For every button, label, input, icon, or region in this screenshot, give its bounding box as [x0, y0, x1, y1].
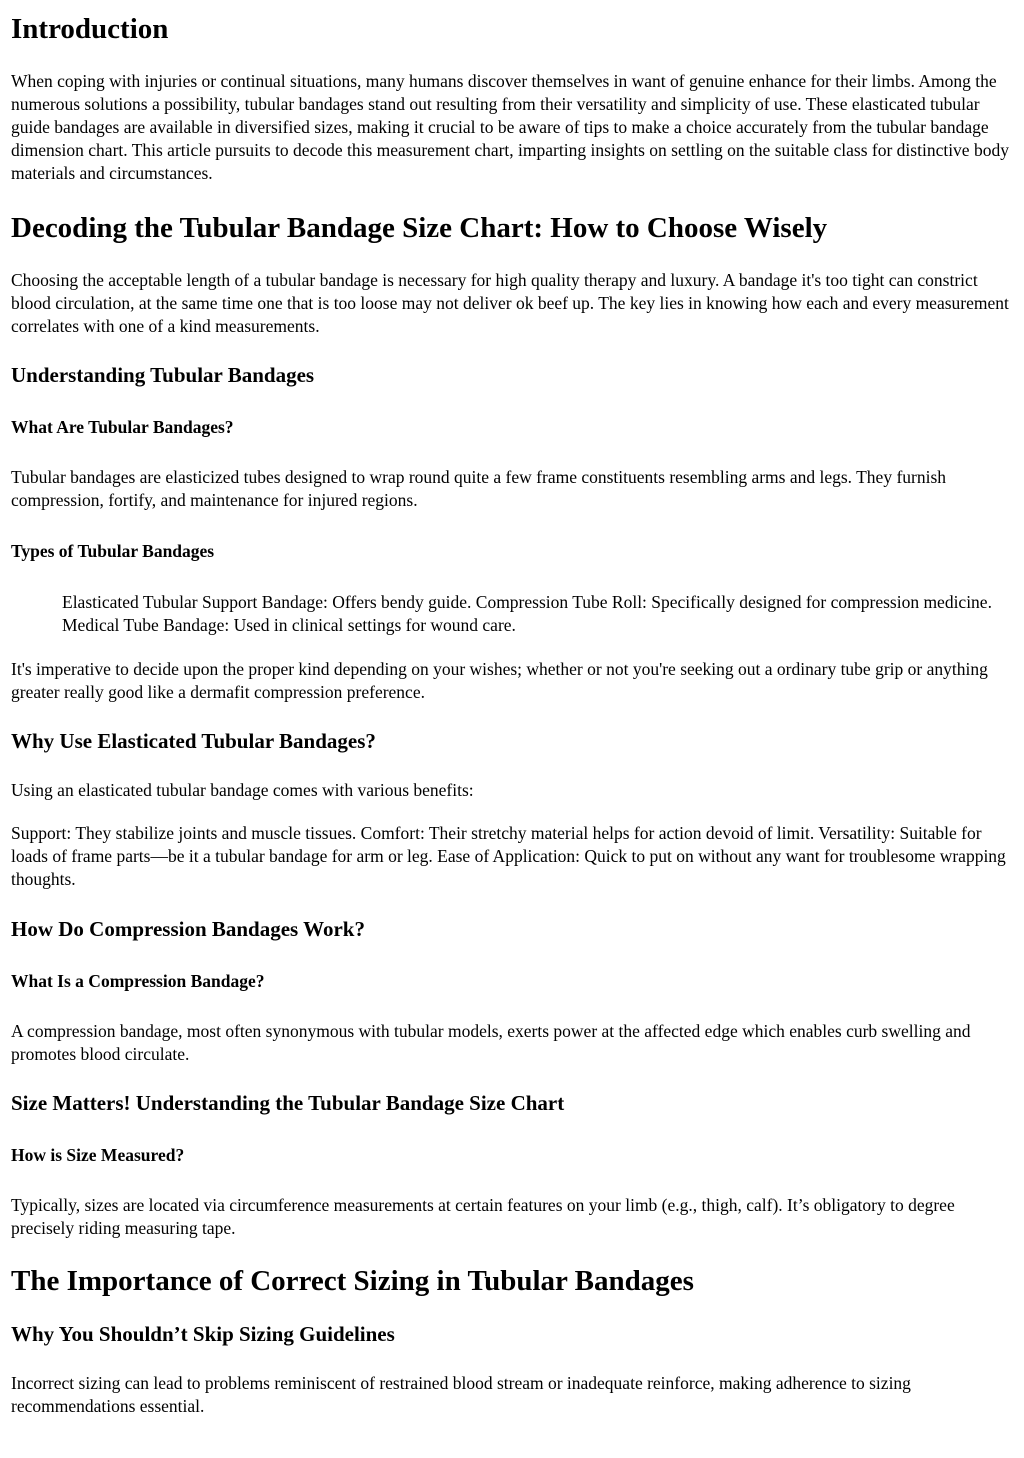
heading-compression: How Do Compression Bandages Work?: [11, 917, 365, 941]
heading-types: Types of Tubular Bandages: [11, 541, 215, 561]
heading-why-not-skip: Why You Shouldn’t Skip Sizing Guidelines: [11, 1322, 395, 1346]
heading-why-elasticated: Why Use Elasticated Tubular Bandages?: [11, 729, 376, 753]
heading-importance: The Importance of Correct Sizing in Tubular Bandages: [11, 1265, 694, 1297]
article: [0, 12, 1024, 1418]
quote-types: Elasticated Tubular Support Bandage: Offers bendy guide. Compression Tube Roll: Specifically designed for compression medicine. Medical Tube Bandage: Used in clinical settings for wound care.: [62, 592, 992, 635]
paragraph-compression: A compression bandage, most often synonymous with tubular models, exerts power at the affected edge which enables curb swelling and promotes blood circulate.: [11, 1021, 971, 1064]
heading-size-matters: Size Matters! Understanding the Tubular Bandage Size Chart: [11, 1091, 565, 1115]
paragraph-benefits: Support: They stabilize joints and muscle tissues. Comfort: Their stretchy material helps for action devoid of limit. Versatility: Suitable for loads of frame parts—be it a tubular bandage for arm or leg. Ease of Application: Quick to put on without any want for troublesome wrapping thoughts.: [11, 823, 1006, 889]
paragraph-introduction: When coping with injuries or continual situations, many humans discover themselves in want of genuine enhance for their limbs. Among the numerous solutions a possibility, tubular bandages stand out resulting from their versatility and simplicity of use. These elasticated tubular guide bandages are available in diversified sizes, making it crucial to be aware of tips to make a choice accurately from the tubular bandage dimension chart. This article pursuits to decode this measurement chart, imparting insights on settling on the suitable class for distinctive body materials and circumstances.: [11, 71, 1009, 183]
heading-decoding: Decoding the Tubular Bandage Size Chart: How to Choose Wisely: [11, 212, 828, 244]
paragraph-types: It's imperative to decide upon the proper kind depending on your wishes; whether or not you're seeking out a ordinary tube grip or anything greater really good like a dermafit compression preference.: [11, 659, 988, 702]
paragraph-how-measured: Typically, sizes are located via circumference measurements at certain features on your limb (e.g., thigh, calf). It’s obligatory to degree precisely riding measuring tape.: [11, 1195, 955, 1238]
heading-how-measured: How is Size Measured?: [11, 1145, 185, 1165]
paragraph-why-not-skip: Incorrect sizing can lead to problems reminiscent of restrained blood stream or inadequate reinforce, making adherence to sizing recommendations essential.: [11, 1373, 911, 1416]
heading-what-is-compression: What Is a Compression Bandage?: [11, 971, 265, 991]
paragraph-why-elasticated-intro: Using an elasticated tubular bandage comes with various benefits:: [11, 780, 474, 800]
paragraph-decoding: Choosing the acceptable length of a tubular bandage is necessary for high quality therapy and luxury. A bandage it's too tight can constrict blood circulation, at the same time one that is too loose may not deliver ok beef up. The key lies in knowing how each and every measurement correlates with one of a kind measurements.: [11, 270, 1009, 336]
heading-introduction: Introduction: [11, 13, 169, 45]
paragraph-what-are: Tubular bandages are elasticized tubes designed to wrap round quite a few frame constituents resembling arms and legs. They furnish compression, fortify, and maintenance for injured regions.: [11, 467, 947, 510]
heading-understanding: Understanding Tubular Bandages: [11, 363, 315, 387]
heading-what-are: What Are Tubular Bandages?: [11, 417, 234, 437]
